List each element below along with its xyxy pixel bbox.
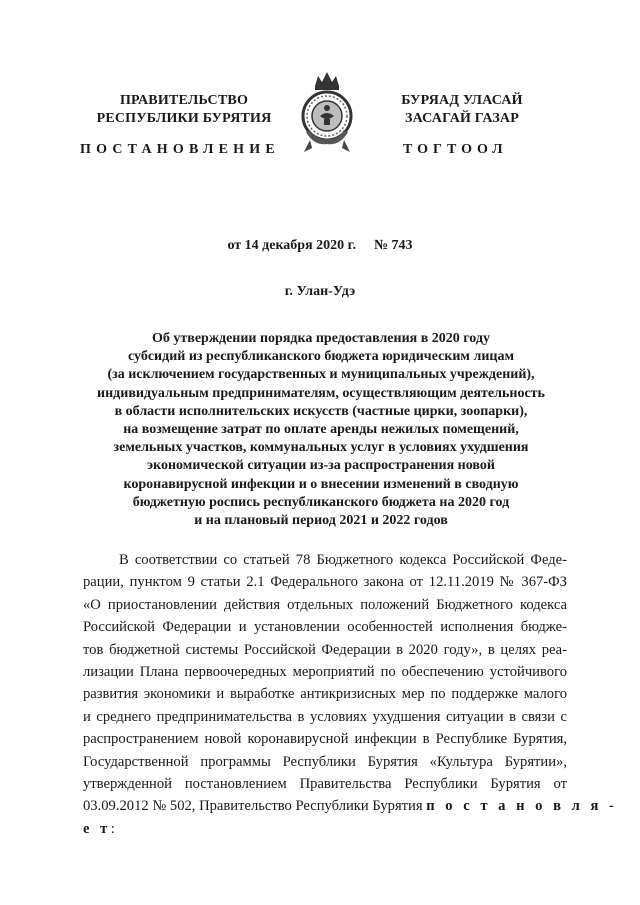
resolution-keyword-part2: е т <box>83 820 111 837</box>
title-line: бюджетную роспись республиканского бюджета на 2020 год <box>132 494 510 510</box>
decree-number: № 743 <box>373 238 413 253</box>
issuer-buryat-line2: ЗАСАГАЙ ГАЗАР <box>404 111 519 126</box>
coat-of-arms-icon <box>298 66 356 156</box>
title-line: на возмещение затрат по оплате аренды нежилых помещений, <box>123 422 519 438</box>
title-line: земельных участков, коммунальных услуг в условиях ухудшения <box>113 440 529 456</box>
body-line: и среднего предпринимательства в условиях ухудшения ситуации в связи с <box>83 708 567 725</box>
body-line: «О приостановлении действия отдельных положений Бюджетного кодекса <box>83 596 567 613</box>
title-line: коронавирусной инфекции и о внесении изменений в сводную <box>123 476 519 492</box>
title-line: экономической ситуации из-за распространения новой <box>147 458 495 474</box>
issuer-buryat-line1: БУРЯАД УЛАСАЙ <box>401 93 523 108</box>
body-line-with-emphasis <box>83 795 618 817</box>
body-line: утвержденной постановлением Правительства Республики Бурятия от <box>83 776 567 793</box>
title-line: (за исключением государственных и муниципальных учреждений), <box>107 367 535 383</box>
decree-date: от 14 декабря 2020 г. <box>227 238 356 253</box>
body-line: тов бюджетной системы Российской Федерации в 2020 году», в целях реа- <box>83 641 567 658</box>
body-line: В соответствии со статьей 78 Бюджетного кодекса Российской Феде- <box>119 552 567 568</box>
body-line: Государственной программы Республики Бурятия «Культура Бурятии», <box>83 753 567 770</box>
issuer-russian-line2: РЕСПУБЛИКИ БУРЯТИЯ <box>96 111 272 126</box>
body-line: развития экономики и выработке антикризисных мер по поддержке малого <box>83 686 567 703</box>
title-line: субсидий из республиканского бюджета юридическим лицам <box>128 349 514 365</box>
issuer-russian <box>86 92 282 128</box>
issuer-russian-line1: ПРАВИТЕЛЬСТВО <box>119 93 249 108</box>
title-line: индивидуальным предпринимателям, осуществляющим деятельность <box>97 385 545 401</box>
body-line: 03.09.2012 № 502, Правительство Республики Бурятия <box>83 798 423 815</box>
title-line: и на плановый период 2021 и 2022 годов <box>194 513 448 529</box>
body-line: лизации Плана первоочередных мероприятий по обеспечению устойчивого <box>83 664 567 681</box>
title-line: Об утверждении порядка предоставления в 2020 году <box>152 331 490 346</box>
body-end-punct: : <box>110 820 115 837</box>
decree-title <box>96 330 546 530</box>
preamble-paragraph <box>83 549 618 840</box>
body-line: распространением новой коронавирусной инфекции в Республике Бурятия, <box>83 731 567 748</box>
title-line: в области исполнительских искусств (частные цирки, зоопарки), <box>114 403 528 419</box>
resolution-keyword-part1: п о с т а н о в л я - <box>426 798 618 815</box>
body-line: Российской Федерации и установлении особенностей исполнения бюдже- <box>83 619 567 636</box>
body-line: рации, пунктом 9 статьи 2.1 Федерального закона от 12.11.2019 № 367-ФЗ <box>83 574 567 591</box>
decree-city: г. Улан-Удэ <box>284 284 356 299</box>
doc-type-buryat: ТОГТООЛ <box>403 142 508 157</box>
doc-type-russian: ПОСТАНОВЛЕНИЕ <box>80 142 280 157</box>
issuer-buryat <box>382 92 542 128</box>
decree-date-number <box>0 238 640 254</box>
body-line-final <box>83 818 567 840</box>
